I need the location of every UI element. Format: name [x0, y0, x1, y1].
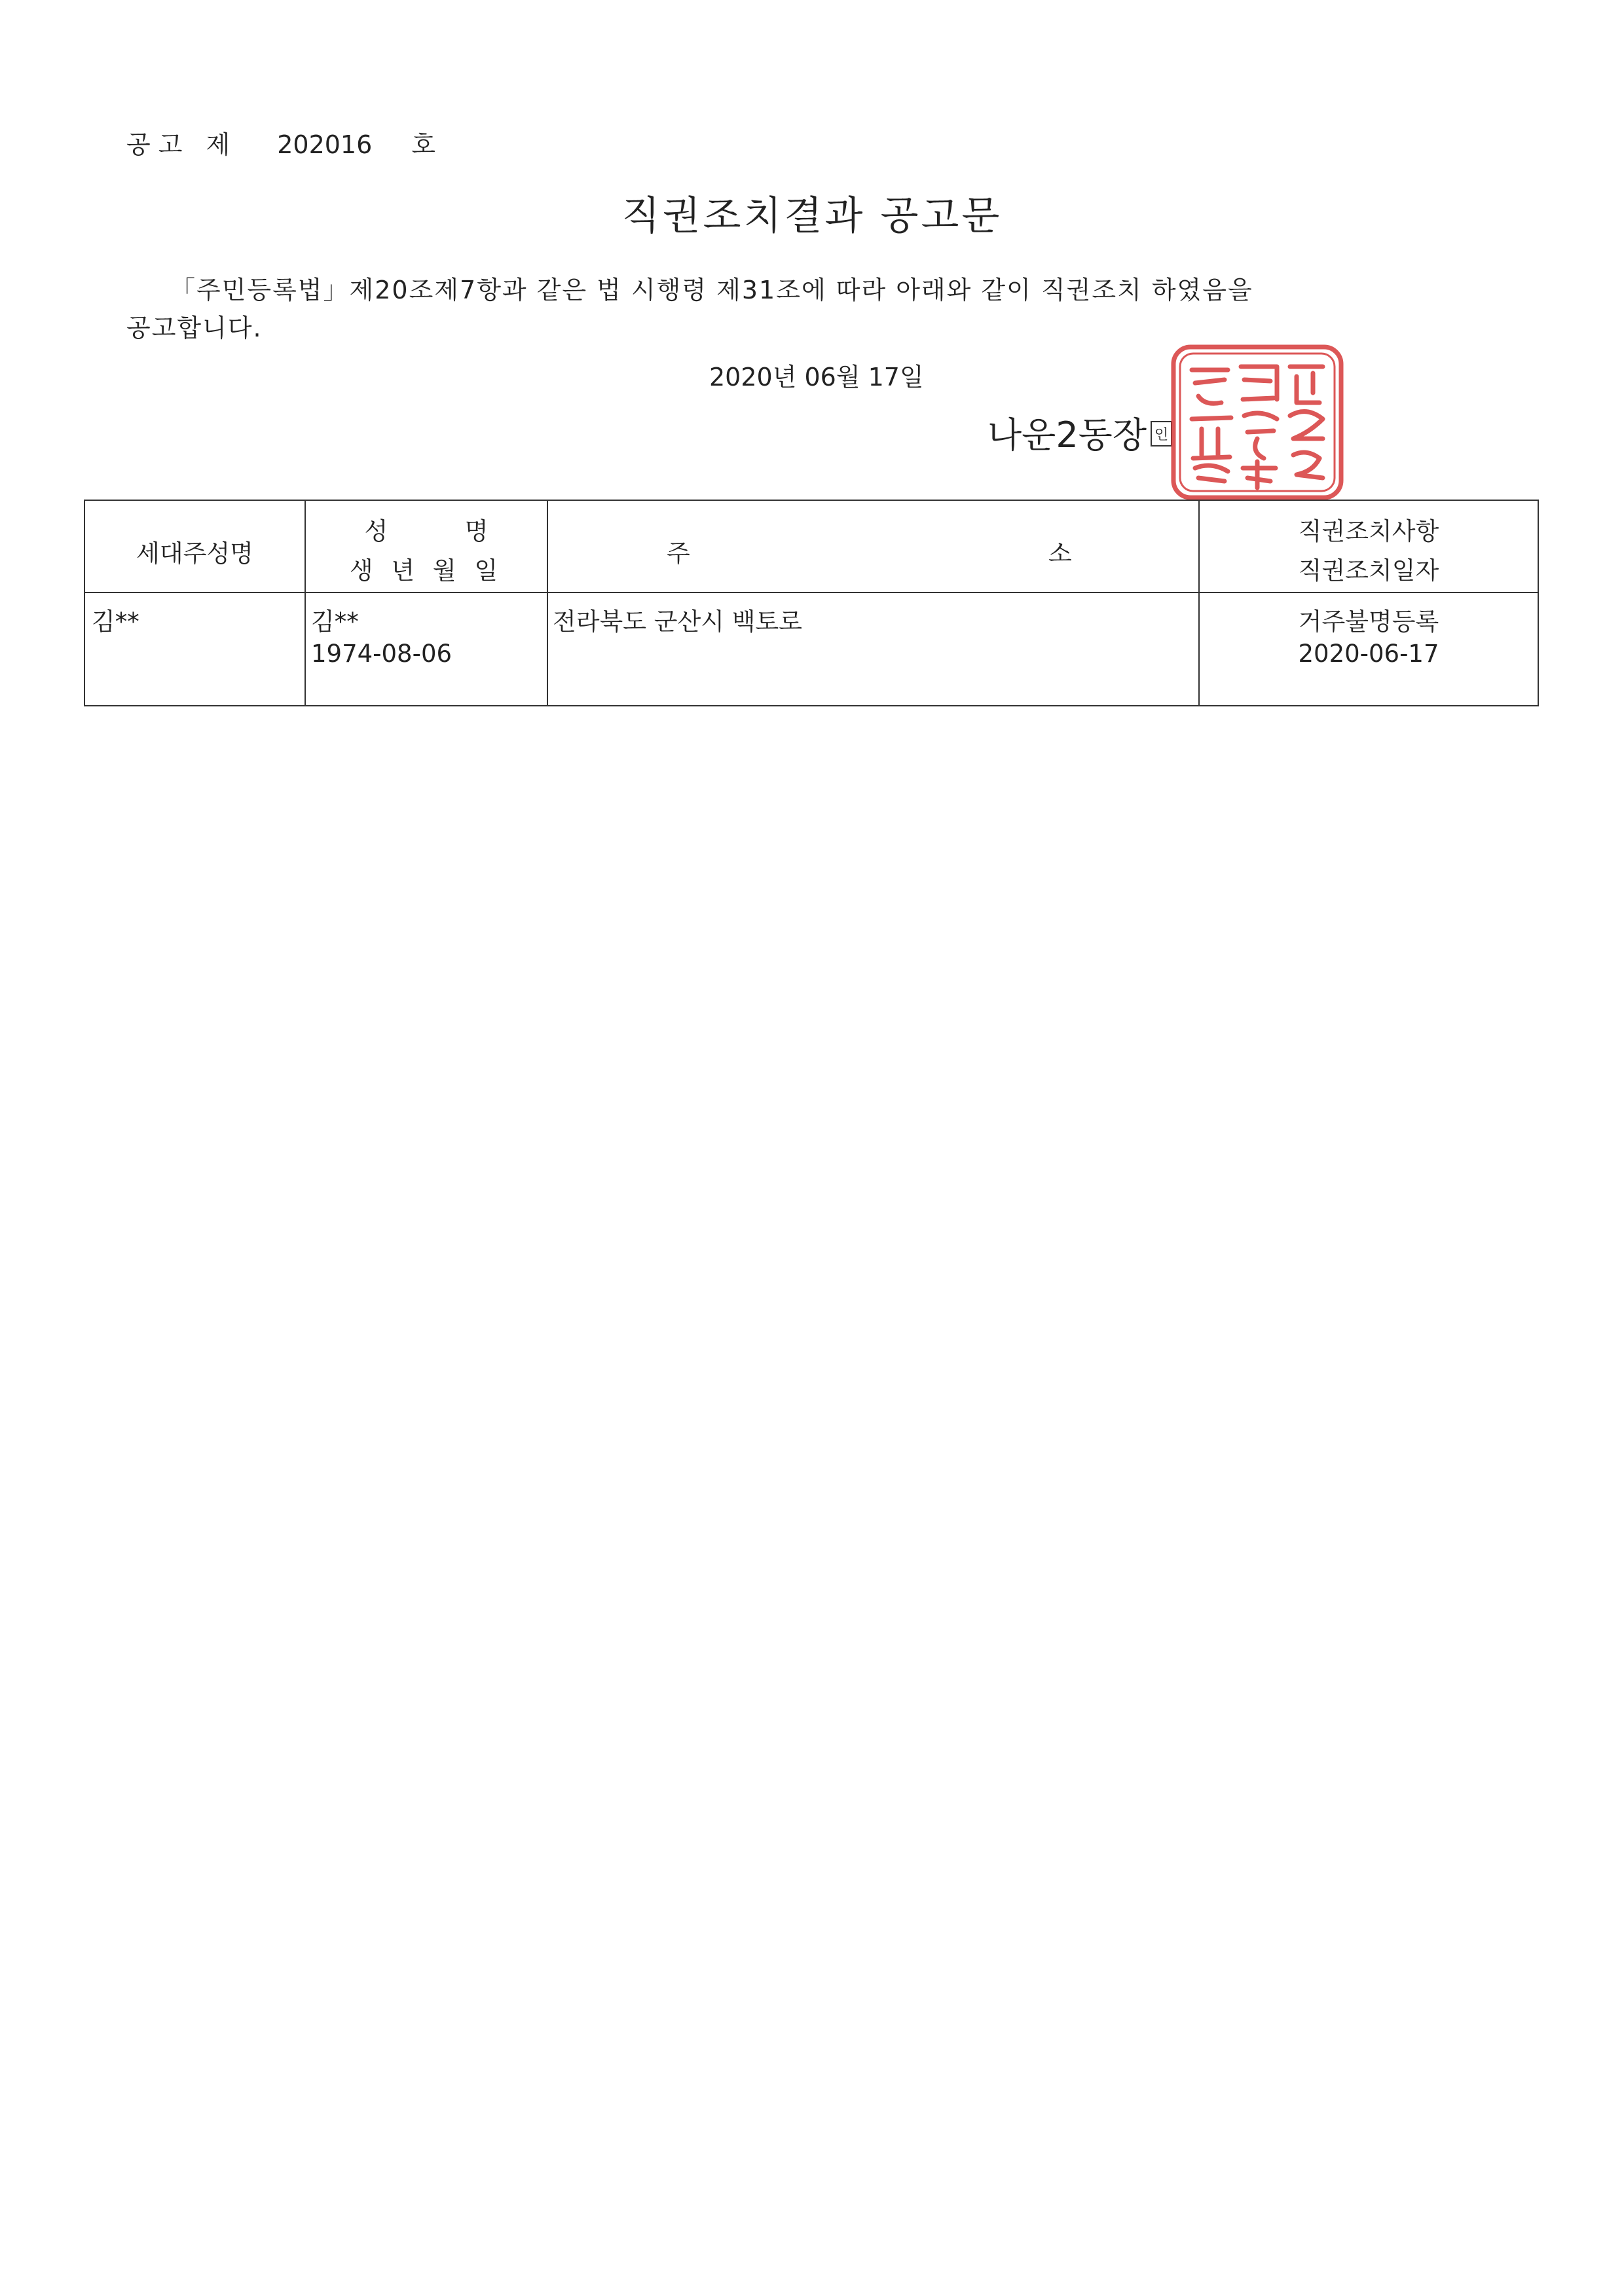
- header-address-right: 소: [1048, 539, 1072, 568]
- notice-number-line: [126, 124, 435, 160]
- header-action: 직권조치사항: [1298, 517, 1439, 545]
- cell-birth: 1974-08-06: [311, 640, 452, 668]
- body-text-line-1: 「주민등록법」제20조제7항과 같은 법 시행령 제31조에 따라 아래와 같이 직권조치 하였음을: [170, 276, 1253, 304]
- cell-householder: 김**: [92, 608, 139, 636]
- notice-number: 202016: [277, 130, 373, 159]
- seal-mark: 인: [1151, 421, 1172, 446]
- table-border-right: [1538, 500, 1539, 706]
- table-border-bottom: [84, 705, 1539, 706]
- issuer-name: 나운2동장: [987, 414, 1147, 456]
- header-name: 성 명: [364, 517, 489, 545]
- header-birth: 생 년 월 일: [349, 556, 504, 585]
- header-action-date: 직권조치일자: [1298, 556, 1439, 585]
- table-header-divider: [84, 592, 1539, 593]
- cell-action: 거주불명등록: [1298, 608, 1439, 636]
- issuer-signature: [987, 407, 1172, 458]
- result-table: [84, 500, 1539, 706]
- table-border-top: [84, 500, 1539, 501]
- cell-name: 김**: [311, 608, 359, 636]
- cell-address: 전라북도 군산시 백토로: [553, 608, 802, 636]
- document-date: 2020년 06월 17일: [709, 363, 924, 392]
- notice-label-suffix: 호: [411, 130, 435, 159]
- table-col-divider-2: [547, 500, 548, 706]
- header-householder: 세대주성명: [136, 539, 253, 568]
- cell-action-date: 2020-06-17: [1298, 640, 1439, 668]
- table-border-left: [84, 500, 85, 706]
- official-seal-stamp: [1166, 340, 1349, 504]
- document-title: 직권조치결과 공고문: [621, 193, 1003, 239]
- body-text-line-2: 공고합니다.: [126, 314, 263, 342]
- header-address-left: 주: [667, 539, 690, 568]
- notice-label-prefix: 공고 제: [126, 130, 238, 159]
